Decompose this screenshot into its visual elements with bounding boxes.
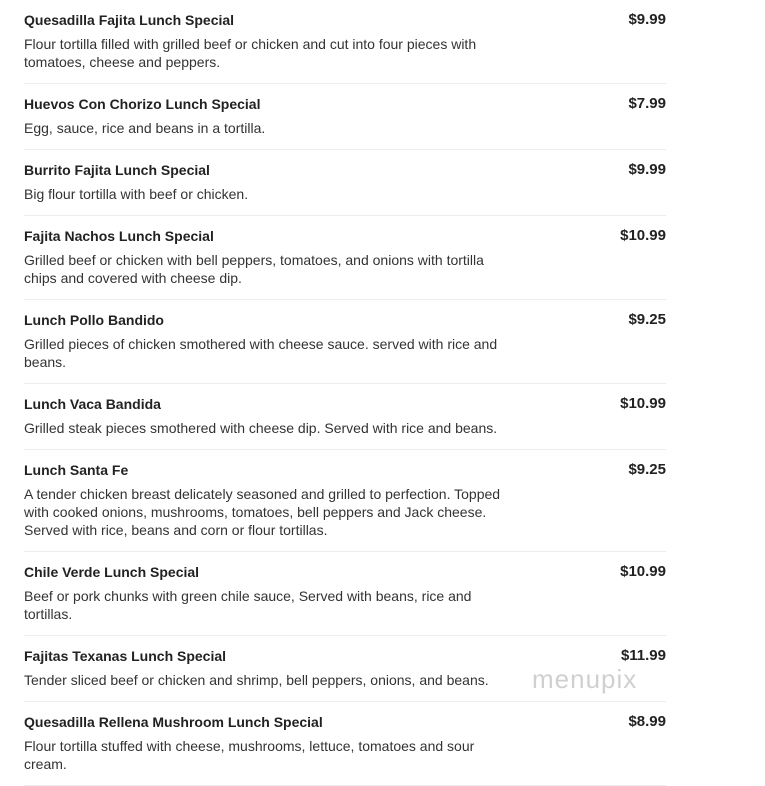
menu-item-price: $8.99 xyxy=(628,713,666,730)
menu-item-header xyxy=(24,713,666,731)
menu-item xyxy=(24,300,666,384)
menu-item-price: $10.99 xyxy=(620,227,666,244)
menu-item-header xyxy=(24,161,666,179)
menu-item xyxy=(24,150,666,216)
menu-item-price: $11.99 xyxy=(620,647,666,664)
menu-item-name: Chile Verde Lunch Special xyxy=(24,564,200,580)
menu-item-price: $10.99 xyxy=(620,395,666,412)
menu-item-description: Tender sliced beef or chicken and shrimp, bell peppers, onions, and beans. xyxy=(24,672,489,688)
menu-item-description: Grilled pieces of chicken smothered with cheese sauce. served with rice and beans. xyxy=(24,336,498,370)
menu-item xyxy=(24,552,666,636)
menu-item-description: Grilled beef or chicken with bell peppers, tomatoes, and onions with tortilla chips and covered with cheese dip. xyxy=(24,252,484,286)
menu-item-name: Lunch Vaca Bandida xyxy=(24,396,161,412)
menu-item-description: Big flour tortilla with beef or chicken. xyxy=(24,186,249,202)
menu-item-description: Grilled steak pieces smothered with cheese dip. Served with rice and beans. xyxy=(24,420,498,436)
menu-item xyxy=(24,0,666,84)
menu-item xyxy=(24,384,666,450)
menu-item xyxy=(24,216,666,300)
menu-item-description: Flour tortilla stuffed with cheese, mushrooms, lettuce, tomatoes and sour cream. xyxy=(24,738,475,772)
menu-item-header xyxy=(24,563,666,581)
menu-item-header xyxy=(24,647,666,665)
menu-item-description: Egg, sauce, rice and beans in a tortilla. xyxy=(24,120,266,136)
menu-item-header xyxy=(24,95,666,113)
menu-item-header xyxy=(24,461,666,479)
menu-item-name: Huevos Con Chorizo Lunch Special xyxy=(24,96,261,112)
menu-item-name: Fajitas Texanas Lunch Special xyxy=(24,648,227,664)
menu-item-price: $10.99 xyxy=(620,563,666,580)
menu-item-name: Fajita Nachos Lunch Special xyxy=(24,228,214,244)
menu-item-description: Beef or pork chunks with green chile sauce, Served with beans, rice and tortillas. xyxy=(24,588,472,622)
menu-item-description: A tender chicken breast delicately seasoned and grilled to perfection. Topped with cooked onions, mushrooms, tomatoes, bell peppers and Jack cheese. Served with rice, beans and corn or flour tortillas. xyxy=(24,486,501,538)
menu-item-price: $7.99 xyxy=(628,95,666,112)
menu-item-price: $9.25 xyxy=(628,461,666,478)
menu-item-price: $9.25 xyxy=(628,311,666,328)
menu-item xyxy=(24,450,666,552)
menu-item-name: Quesadilla Fajita Lunch Special xyxy=(24,12,235,28)
menu-item-header xyxy=(24,227,666,245)
menu-item-name: Lunch Santa Fe xyxy=(24,462,129,478)
menu-item-header xyxy=(24,395,666,413)
watermark-logo: menupix xyxy=(532,664,638,694)
menu-item xyxy=(24,702,666,786)
menu-item-name: Quesadilla Rellena Mushroom Lunch Special xyxy=(24,714,323,730)
menu-item-price: $9.99 xyxy=(628,161,666,178)
menu-item-description: Flour tortilla filled with grilled beef or chicken and cut into four pieces with tomatoes, cheese and peppers. xyxy=(24,36,477,70)
menu-item-header xyxy=(24,311,666,329)
menu-item-header xyxy=(24,11,666,29)
menu-item-name: Burrito Fajita Lunch Special xyxy=(24,162,210,178)
menu-item-name: Lunch Pollo Bandido xyxy=(24,312,164,328)
menu-item xyxy=(24,84,666,150)
menu-item-price: $9.99 xyxy=(628,11,666,28)
